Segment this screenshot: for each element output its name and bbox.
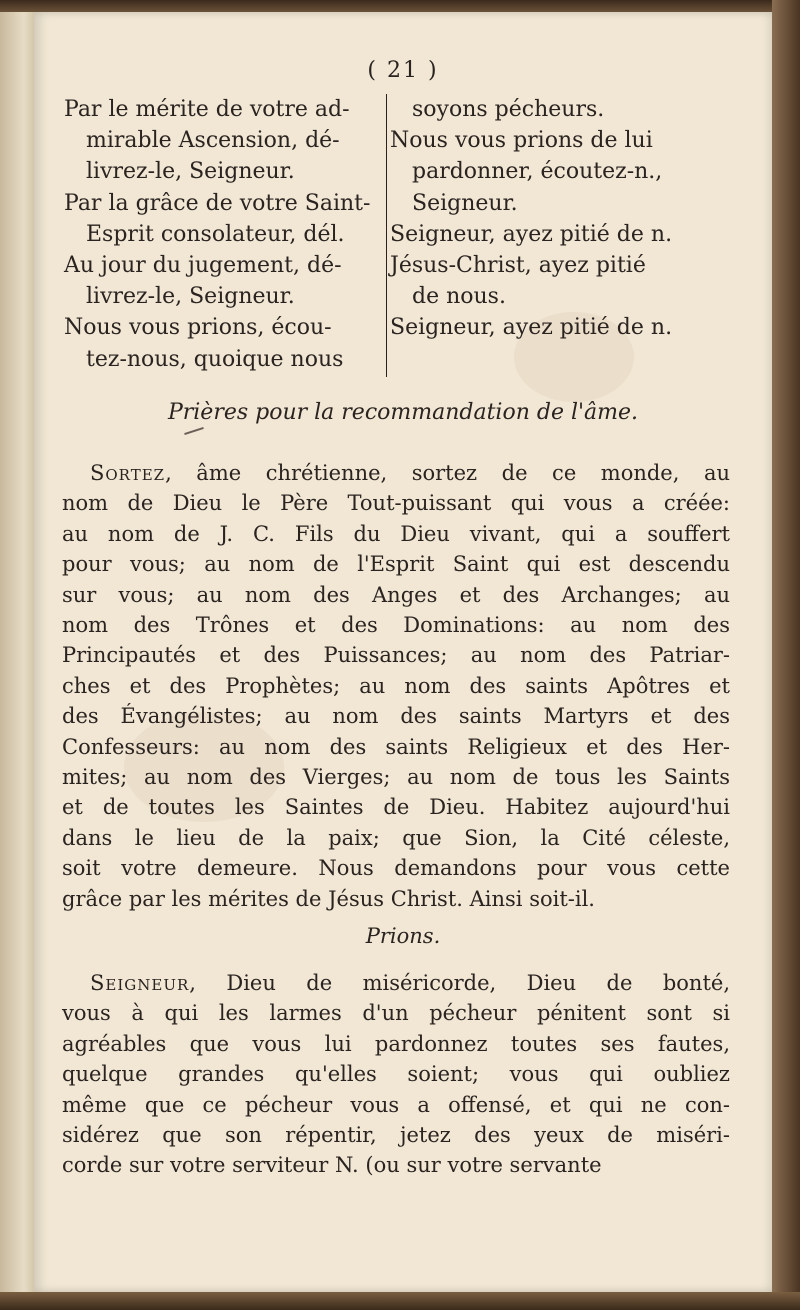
litany-line: Nous vous prions, écou-: [64, 315, 332, 341]
litany-line: Au jour du jugement, dé-: [64, 253, 342, 279]
paragraph-line: même que ce pécheur vous a offensé, et qui ne con-: [62, 1092, 730, 1117]
litany-line: livrez-le, Seigneur.: [86, 284, 295, 310]
litany-block: [64, 94, 736, 378]
book-top-edge: [0, 0, 800, 12]
dropword: Seigneur: [90, 971, 190, 995]
paragraph-line: ches et des Prophètes; au nom des saints Apôtres et: [62, 673, 730, 698]
paragraph-line: corde sur votre serviteur N. (ou sur votre servante: [62, 1153, 602, 1178]
prions-heading: Prions.: [365, 924, 441, 948]
litany-line: Par le mérite de votre ad-: [64, 97, 350, 122]
paragraph-line: [62, 458, 730, 488]
paragraph-line: des Évangélistes; au nom des saints Martyrs et des: [62, 704, 730, 729]
paragraph-line: soit votre demeure. Nous demandons pour vous cette: [62, 856, 730, 881]
litany-line: Seigneur, ayez pitié de n.: [390, 221, 673, 247]
line-text: , âme chrétienne, sortez de ce monde, au: [165, 461, 730, 485]
paragraph-line: Confesseurs: au nom des saints Religieux et des Her-: [62, 734, 730, 759]
line-text: , Dieu de miséricorde, Dieu de bonté,: [189, 971, 730, 995]
paragraph-line: nom de Dieu le Père Tout-puissant qui vous a créée:: [62, 491, 730, 516]
litany-line: Jésus-Christ, ayez pitié: [390, 253, 646, 279]
section-title: Prières pour la recommandation de l'âme.: [167, 400, 639, 425]
prayer-paragraph-2: [62, 968, 730, 1181]
litany-line: tez-nous, quoique nous: [86, 346, 344, 372]
litany-line: soyons pécheurs.: [412, 97, 605, 122]
paragraph-line: Principautés et des Puissances; au nom des Patriar-: [62, 643, 730, 668]
litany-line: Esprit consolateur, dél.: [86, 221, 345, 247]
paragraph-line: et de toutes les Saintes de Dieu. Habitez aujourd'hui: [62, 795, 730, 820]
paragraph-line: sidérez que son répentir, jetez des yeux de miséri-: [62, 1123, 730, 1148]
litany-line: Nous vous prions de lui: [390, 128, 653, 154]
litany-line: Seigneur, ayez pitié de n.: [390, 315, 673, 341]
litany-left-column: [64, 94, 387, 377]
paragraph-line: nom des Trônes et des Dominations: au nom des: [62, 613, 730, 638]
litany-line: Par la grâce de votre Saint-: [64, 190, 371, 216]
book-bottom-edge: [0, 1292, 800, 1310]
dropword: Sortez: [90, 461, 166, 485]
paragraph-line: mites; au nom des Vierges; au nom de tous les Saints: [62, 765, 730, 790]
litany-line: livrez-le, Seigneur.: [86, 159, 295, 185]
paragraph-line: pour vous; au nom de l'Esprit Saint qui est descendu: [62, 552, 730, 577]
litany-right-column: [390, 94, 736, 344]
litany-line: pardonner, écoutez-n.,: [412, 159, 663, 185]
page-number: ( 21 ): [367, 58, 439, 83]
paragraph-line: dans le lieu de la paix; que Sion, la Cité céleste,: [62, 825, 730, 850]
litany-line: de nous.: [412, 284, 506, 310]
book-page: [34, 12, 772, 1292]
paragraph-line: sur vous; au nom des Anges et des Archanges; au: [62, 582, 730, 607]
paragraph-line: au nom de J. C. Fils du Dieu vivant, qui a souffert: [62, 521, 730, 546]
book-right-edge: [772, 0, 800, 1310]
paragraph-line: agréables que vous lui pardonnez toutes ses fautes,: [62, 1031, 730, 1056]
paragraph-line: grâce par les mérites de Jésus Christ. Ainsi soit-il.: [62, 886, 595, 911]
prayer-paragraph-1: [62, 458, 730, 914]
paragraph-line: [62, 968, 730, 998]
litany-line: mirable Ascension, dé-: [86, 128, 340, 154]
ornament-mark: [184, 427, 204, 435]
paragraph-line: vous à qui les larmes d'un pécheur pénitent sont si: [62, 1001, 730, 1026]
litany-line: Seigneur.: [412, 190, 518, 216]
book-left-edge: [0, 0, 34, 1310]
paragraph-line: quelque grandes qu'elles soient; vous qui oubliez: [62, 1062, 730, 1087]
